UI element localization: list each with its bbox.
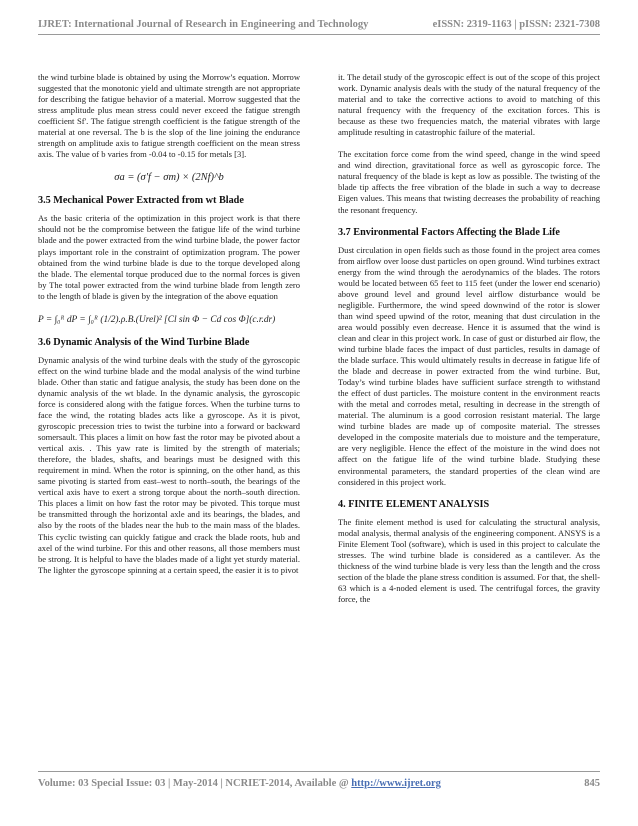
right-column	[338, 72, 600, 616]
journal-title: IJRET: International Journal of Research in Engineering and Technology	[38, 19, 369, 30]
journal-link[interactable]: http://www.ijret.org	[351, 777, 441, 789]
equation-power: P = ∫₀ᴿ dP = ∫₀ᴿ (1/2).ρ.B.(Urel)² [Cl sin Φ − Cd cos Φ](c.r.dr)	[38, 314, 276, 325]
footer-volume	[38, 778, 441, 789]
section-heading-3-7: 3.7 Environmental Factors Affecting the Blade Life	[338, 226, 560, 238]
equation-morrow: σa = (σ′f − σm) × (2Nf)^b	[114, 172, 224, 184]
paragraph: The finite element method is used for calculating the structural analysis, modal analysis, thermal analysis of the engineering component. ANSYS is a Finite Element Tool (software), which is used in this project to calculate the stresses. The wind turbine blade is considered as a cantilever. As the thickness of the wind turbine blade is very less than the length and the cross section of the blade the plane stress condition is assumed. For that, the shell-63 which is a 4-noded element is used. The centrifugal forces, the gravity force, the	[338, 516, 600, 604]
footer-volume-text: Volume: 03 Special Issue: 03 | May-2014 | NCRIET-2014, Available @	[38, 777, 349, 789]
paragraph: The excitation force come from the wind speed, change in the wind speed and wind direction, gravitational force as well as gyroscopic force. The natural frequency of the blade is kept as low as possible. The twisting of the blade tip affects the free vibration of the blade in such a way to decrease Eigen values. This means that twisting decreases the probability of reaching the resonant frequency.	[338, 149, 600, 215]
paragraph: it. The detail study of the gyroscopic effect is out of the scope of this project work. Dynamic analysis deals with the study of the natural frequency of the material and to take the corrective actions to avoid to matching of this natural frequency with the frequency of the excitation forces. This is because as these two frequencies match, the material vibrates with large amplitude resulting in catastrophic failure of the material.	[338, 72, 600, 138]
footer-rule	[38, 771, 600, 772]
left-column	[38, 72, 300, 587]
paragraph: As the basic criteria of the optimization in this project work is that there should not be the compromise between the fatigue life of the wind turbine blade and the power extracted from the wind turbine blade, the power factor plays important role in the constraint of optimization program. The power obtained from the wind turbine blade is due to the torque developed along the blade. The elemental torque produced due to the normal forces is given by The total power extracted from the wind turbine blade from length zero to the length of blade is given by the integration of the above equation	[38, 213, 300, 301]
header-rule	[38, 34, 600, 35]
paragraph: Dynamic analysis of the wind turbine deals with the study of the gyroscopic effect on the wind turbine blade and the modal analysis of the wind turbine blade. Other than static and fatigue analysis, the study has been done on the dynamic analysis of the wt blade. In the dynamic analysis, the gyroscopic force is considered along with the fatigue forces. When the turbine turns to face the wind, the rotating blades acts like a gyroscope. As it is pivot, gyroscopic precession tries to twist the turbine into a forward or backward somersault. This places a limit on how fast the rotor may be pivoted about a vertical axis. . This yaw rate is limited by the strength of materials; therefore, the blades, shafts, and bearings must be designed with this requirement in mind. When the rotor is spinning, on the other hand, as this same pivoting is started from east–west to north–south, the bearings of the vertical axis have to exert a strong torque about the north–south direction. This places a limit on how fast the rotor may be pivoted. This torque must be transmitted through the horizontal axle and its bearings, the blades, and also by the roots of the blades near the hub to the main mass of the blades. This cyclic twisting can quickly fatigue and crack the blade roots, hub and axel of the wind turbine. For this and other reasons, all those members must be strong. It is helpful to have the blades made of a light yet sturdy material. The lighter the gyroscope spinning at a certain speed, the easier it is to pivot	[38, 354, 300, 575]
issn: eISSN: 2319-1163 | pISSN: 2321-7308	[432, 19, 600, 30]
page-number: 845	[584, 777, 600, 789]
section-heading-4: 4. FINITE ELEMENT ANALYSIS	[338, 498, 490, 510]
section-heading-3-6: 3.6 Dynamic Analysis of the Wind Turbine Blade	[38, 336, 250, 348]
paragraph: Dust circulation in open fields such as those found in the project area comes from airflow over loose dust particles on open ground. Wind turbines extract energy from the wind through the aerodynamics of the blades. The rotors would be located between 65 feet to 115 feet (under the lower end scenario) above ground level and ground level airflow disturbance would be negligible. Furthermore, the wind speed downwind of the rotor is slower than wind speed upwind of the rotor, meaning that dust circulation in the area would possibly even decrease. Hence it is assumed that the wind is clean and clear in this project work. In case of gust or disturbed air flow, the wind turbine blade faces the impact of dust particles, results in damage of the blade surface. This would ultimately results in decrease in fatigue life of the blade and decrease in power extracted from the wind turbine. But, Today’s wind turbine blades have sufficient surface strength to withstand the effect of dust particles. The moisture content in the environment reacts with the metal and corrodes metal, resulting in decrease in the strength of material. The aluminum is a good corrosion resistant material. The large wind turbine blades are made up of composite material. The stresses developed in the composite materials due to moisture and the temperature, are very negligible. Hence the effect of the moisture in the wind does not affect on the fatigue life of the wind turbine blade. Studying these environmental parameters, the standard properties of the clean wind are considered in this project work.	[338, 244, 601, 487]
section-heading-3-5: 3.5 Mechanical Power Extracted from wt Blade	[38, 195, 244, 207]
paragraph: the wind turbine blade is obtained by using the Morrow’s equation. Morrow suggested that the monotonic yield and ultimate strength are not appropriate for describing the fatigue behavior of a material. Morrow suggested that the stress amplitude plus mean stress could never exceed the fatigue strength coefficient Sf'. The fatigue strength coefficient is the fatigue strength of the material at one reversal. The b is the slop of the line joining the endurance strength on amplitude axis to fatigue strength coefficient on the mean stress axis. The value of b varies from -0.04 to -0.15 for metals [3].	[38, 72, 300, 160]
page-header	[38, 12, 600, 30]
page-footer	[38, 774, 600, 792]
